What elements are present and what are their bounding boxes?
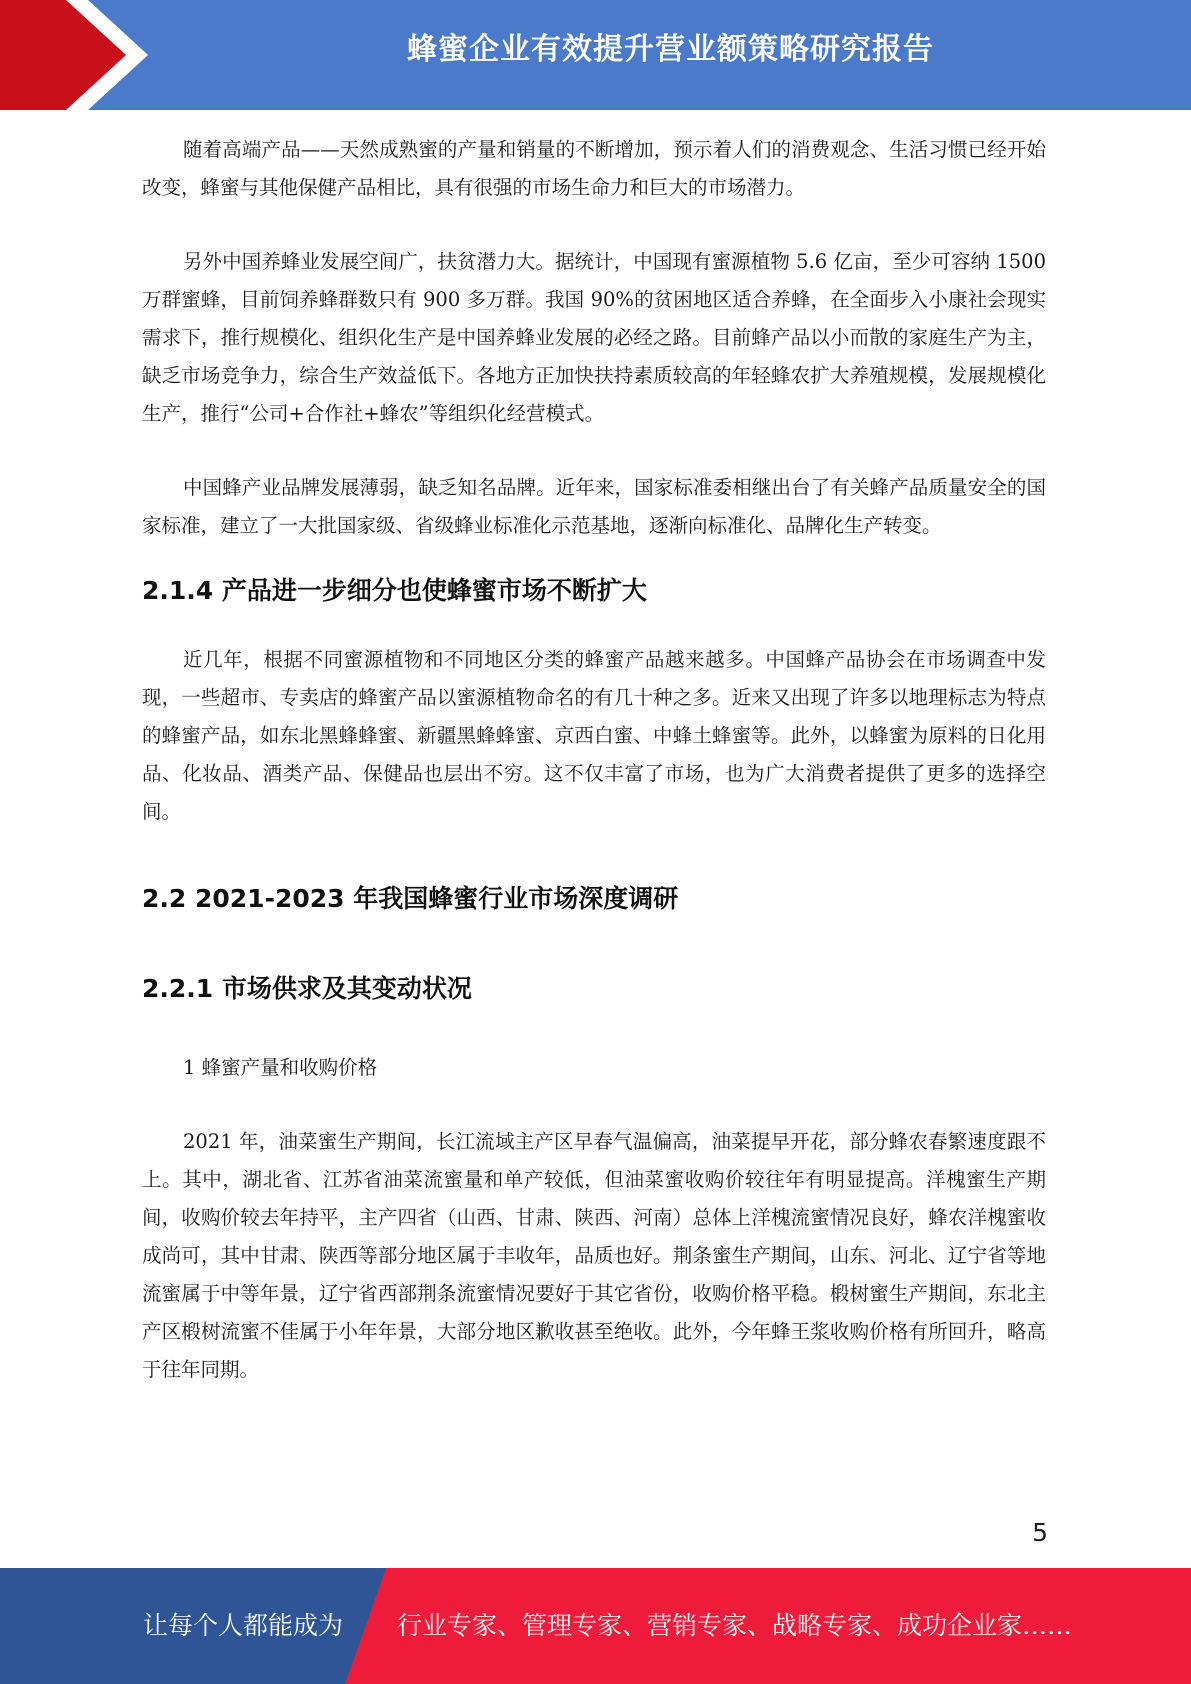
footer-slogan-left: 让每个人都能成为 <box>143 1611 344 1640</box>
document-body <box>142 131 1046 1389</box>
header-band <box>0 0 1191 110</box>
paragraph-natural-honey: 随着高端产品——天然成熟蜜的产量和销量的不断增加，预示着人们的消费观念、生活习惯已经开始改变，蜂蜜与其他保健产品相比，具有很强的市场生命力和巨大的市场潜力。 <box>142 138 1046 199</box>
report-title: 蜂蜜企业有效提升营业额策略研究报告 <box>407 32 934 67</box>
paragraph-beekeeping-space: 另外中国养蜂业发展空间广，扶贫潜力大。据统计，中国现有蜜源植物 5.6 亿亩，至少可容纳 1500 万群蜜蜂，目前饲养蜂群数只有 900 多万群。我国 90%的贫困地区适合养蜂，在全面步入小康社会现实需求下，推行规模化、组织化生产是中国养蜂业发展的必经之路。目前蜂产品以小而散的家庭生产为主，缺乏市场竞争力，综合生产效益低下。各地方正加快扶持素质较高的年轻蜂农扩大养殖规模，发展规模化生产，推行“公司+合作社+蜂农”等组织化经营模式。 <box>142 250 1046 425</box>
footer-band <box>0 1568 1191 1684</box>
section-heading-2-2-1: 2.2.1 市场供求及其变动状况 <box>142 974 472 1003</box>
page-number: 5 <box>1032 1518 1048 1547</box>
paragraph-brand-development: 中国蜂产业品牌发展薄弱，缺乏知名品牌。近年来，国家标准委相继出台了有关蜂产品质量安全的国家标准，建立了一大批国家级、省级蜂业标准化示范基地，逐渐向标准化、品牌化生产转变。 <box>142 476 1046 537</box>
paragraph-product-segmentation: 近几年，根据不同蜜源植物和不同地区分类的蜂蜜产品越来越多。中国蜂产品协会在市场调查中发现，一些超市、专卖店的蜂蜜产品以蜜源植物命名的有几十种之多。近来又出现了许多以地理标志为特点的蜂蜜产品，如东北黑蜂蜂蜜、新疆黑蜂蜂蜜、京西白蜜、中蜂土蜂蜜等。此外，以蜂蜜为原料的日化用品、化妆品、酒类产品、保健品也层出不穷。这不仅丰富了市场，也为广大消费者提供了更多的选择空间。 <box>142 648 1046 823</box>
section-heading-2-1-4: 2.1.4 产品进一步细分也使蜂蜜市场不断扩大 <box>142 576 647 605</box>
header-arrow-decoration <box>0 0 160 110</box>
subheading-honey-output-price: 1 蜂蜜产量和收购价格 <box>183 1056 378 1079</box>
paragraph-2021-production: 2021 年，油菜蜜生产期间，长江流域主产区早春气温偏高，油菜提早开花，部分蜂农春繁速度跟不上。其中，湖北省、江苏省油菜流蜜量和单产较低，但油菜蜜收购价较往年有明显提高。洋槐蜜生产期间，收购价较去年持平，主产四省（山西、甘肃、陕西、河南）总体上洋槐流蜜情况良好，蜂农洋槐蜜收成尚可，其中甘肃、陕西等部分地区属于丰收年，品质也好。荆条蜜生产期间，山东、河北、辽宁省等地流蜜属于中等年景，辽宁省西部荆条流蜜情况要好于其它省份，收购价格平稳。椴树蜜生产期间，东北主产区椴树流蜜不佳属于小年年景，大部分地区歉收甚至绝收。此外，今年蜂王浆收购价格有所回升，略高于往年同期。 <box>142 1130 1046 1381</box>
footer-slogan-right: 行业专家、管理专家、营销专家、战略专家、成功企业家…… <box>397 1611 1073 1640</box>
section-heading-2-2: 2.2 2021-2023 年我国蜂蜜行业市场深度调研 <box>142 884 679 913</box>
